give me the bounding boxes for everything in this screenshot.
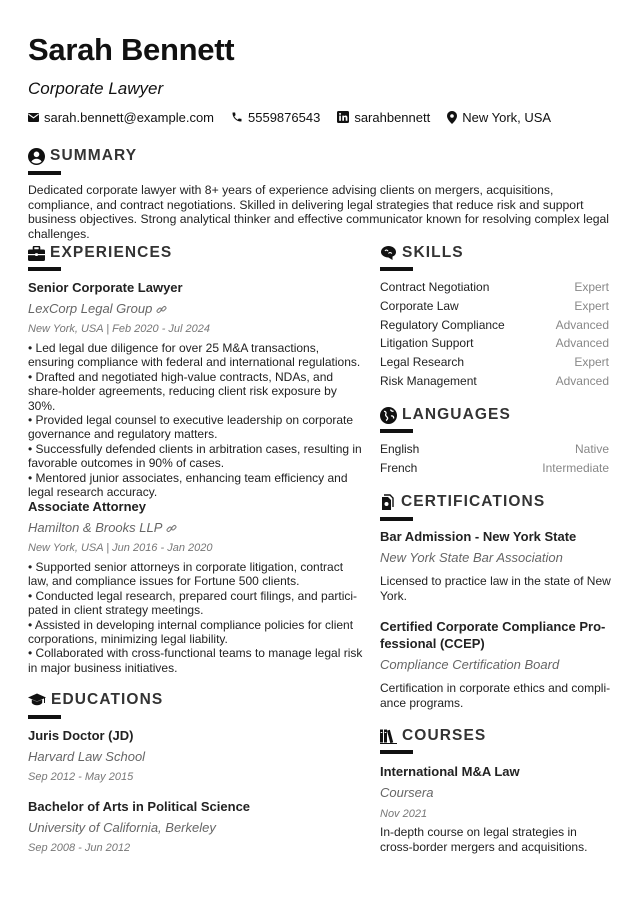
language-name: English: [380, 442, 420, 456]
skill-level: Expert: [574, 280, 609, 294]
education-entry: [28, 799, 363, 855]
skill-name: Litigation Support: [380, 336, 474, 351]
course-name: International M&A Law: [380, 764, 520, 779]
skill-level: Advanced: [555, 373, 609, 388]
summary-underline: [28, 171, 61, 175]
experience-title: Senior Corporate Lawyer: [28, 280, 183, 295]
certification-issuer: Compliance Certification Board: [380, 657, 560, 672]
summary-heading: [28, 147, 137, 165]
contact-linkedin[interactable]: [337, 110, 430, 125]
course-provider: Coursera: [380, 785, 434, 800]
experience-bullet: • Mentored junior associates, enhancing team efficiency and legal research accuracy.: [28, 470, 348, 500]
experiences-heading-label: EXPERIENCES: [50, 244, 173, 261]
certificate-icon: [380, 494, 396, 511]
skill-row: [380, 297, 609, 316]
contact-location: [447, 110, 551, 125]
educations-heading: [28, 691, 163, 709]
certifications-heading: [380, 493, 545, 511]
education-entry: [28, 728, 363, 784]
educations-underline: [28, 715, 61, 719]
experience-bullet: • Collaborated with cross-functional teams to manage legal risk in major business initiatives.: [28, 646, 363, 675]
linkedin-text: sarahbennett: [354, 109, 431, 125]
skill-name: Regulatory Compliance: [380, 317, 505, 332]
experience-bullet: • Successfully defended clients in arbitration cases, resulting in favorable outcomes in 90% of cases.: [28, 441, 362, 471]
location-text: New York, USA: [462, 109, 552, 125]
course-entry: [380, 764, 612, 854]
certification-entry: [380, 529, 612, 603]
education-dates: Sep 2008 - Jun 2012: [28, 842, 131, 854]
experience-bullet: • Assisted in developing internal compliance policies for client corporations, minimizing legal liability.: [28, 617, 354, 647]
experience-entry: [28, 499, 363, 675]
experience-bullet: • Drafted and negotiated high-value contracts, NDAs, and share-holder agreements, reducing client risk exposure by 30%.: [28, 369, 337, 413]
languages-heading: [380, 406, 511, 424]
experience-bullets: [28, 560, 363, 675]
experiences-heading: [28, 244, 172, 262]
contact-bar: [28, 108, 568, 126]
course-description: In-depth course on legal strategies in cross-border mergers and acquisitions.: [380, 825, 588, 854]
briefcase-icon: [28, 246, 45, 261]
education-dates: Sep 2012 - May 2015: [28, 771, 134, 783]
certification-issuer: New York State Bar Association: [380, 550, 563, 565]
skill-name: Risk Management: [380, 373, 477, 388]
certification-entry: [380, 619, 612, 710]
language-row: [380, 440, 609, 459]
link-icon: [156, 304, 167, 315]
skill-level: Advanced: [555, 317, 609, 332]
link-icon: [166, 523, 177, 534]
skill-name: Legal Research: [380, 355, 465, 370]
contact-email[interactable]: [28, 110, 214, 125]
skill-row: [380, 353, 609, 372]
languages-list: [380, 440, 609, 478]
experience-company-name: Hamilton & Brooks LLP: [28, 520, 163, 535]
user-circle-icon: [28, 148, 45, 165]
envelope-icon: [28, 113, 39, 122]
language-level: Native: [574, 442, 609, 456]
skill-row: [380, 278, 609, 297]
courses-heading-label: COURSES: [402, 727, 487, 744]
experiences-underline: [28, 267, 61, 271]
experience-bullets: [28, 341, 363, 499]
summary-heading-label: SUMMARY: [50, 147, 138, 164]
certification-description: Certification in corporate ethics and compli-ance programs.: [380, 681, 611, 710]
skills-list: [380, 278, 609, 391]
brain-icon: [380, 245, 397, 261]
experience-company[interactable]: [28, 520, 363, 536]
experience-meta: New York, USA | Feb 2020 - Jul 2024: [28, 323, 211, 335]
skill-level: Expert: [574, 355, 609, 370]
graduation-cap-icon: [28, 693, 46, 707]
phone-icon: [231, 111, 243, 123]
education-degree: Bachelor of Arts in Political Science: [28, 799, 251, 814]
experience-title: Associate Attorney: [28, 499, 146, 514]
languages-heading-label: LANGUAGES: [402, 406, 511, 423]
certifications-heading-label: CERTIFICATIONS: [401, 493, 546, 510]
experience-company[interactable]: [28, 301, 363, 317]
skills-heading: [380, 244, 464, 262]
linkedin-icon: [337, 111, 349, 123]
language-row: [380, 459, 609, 478]
skill-row: [380, 316, 609, 335]
map-pin-icon: [447, 111, 457, 124]
experience-bullet: • Led legal due diligence for over 25 M&A transactions, ensuring compliance with federal and international regulations.: [28, 341, 361, 370]
language-name: French: [380, 460, 418, 475]
certification-name: Certified Corporate Compliance Pro-fessional (CCEP): [380, 619, 606, 651]
educations-heading-label: EDUCATIONS: [51, 691, 164, 708]
experience-meta: New York, USA | Jun 2016 - Jan 2020: [28, 542, 213, 554]
contact-phone[interactable]: [231, 110, 320, 125]
certification-description: Licensed to practice law in the state of New York.: [380, 574, 611, 603]
skill-level: Advanced: [555, 336, 609, 351]
skills-heading-label: SKILLS: [402, 244, 464, 261]
courses-underline: [380, 750, 413, 754]
education-degree: Juris Doctor (JD): [28, 728, 134, 743]
summary-text: Dedicated corporate lawyer with 8+ years of experience advising clients on mergers, acquisitions, compliance, and contract negotiations. Skilled in delivering legal strategies that reduce risk and support business objectives. Strong analytical thinker and effective communicator known for resolving complex legal challenges.: [28, 183, 610, 241]
skill-row: [380, 372, 609, 391]
certifications-underline: [380, 517, 413, 521]
email-text: sarah.bennett@example.com: [44, 109, 215, 125]
skill-name: Contract Negotiation: [380, 280, 490, 294]
candidate-name: Sarah Bennett: [28, 32, 235, 67]
language-level: Intermediate: [542, 460, 609, 475]
skill-row: [380, 334, 609, 353]
globe-icon: [380, 407, 397, 424]
education-school: University of California, Berkeley: [28, 820, 216, 835]
skills-underline: [380, 267, 413, 271]
job-title-headline: Corporate Lawyer: [28, 79, 164, 98]
education-school: Harvard Law School: [28, 749, 146, 764]
skill-level: Expert: [574, 298, 609, 313]
course-date: Nov 2021: [380, 808, 428, 820]
languages-underline: [380, 429, 413, 433]
experience-bullet: • Provided legal counsel to executive leadership on corporate governance and regulatory matters.: [28, 413, 354, 442]
books-icon: [380, 729, 397, 744]
certification-name: Bar Admission - New York State: [380, 529, 577, 544]
experience-company-name: LexCorp Legal Group: [28, 301, 153, 316]
courses-heading: [380, 727, 486, 745]
skill-name: Corporate Law: [380, 298, 459, 313]
experience-bullet: • Conducted legal research, prepared court filings, and partici-pated in client strategy meetings.: [28, 588, 358, 618]
phone-text: 5559876543: [248, 109, 321, 125]
experience-entry: [28, 280, 363, 499]
experience-bullet: • Supported senior attorneys in corporate litigation, contract law, and compliance issues for Fortune 500 clients.: [28, 560, 344, 589]
